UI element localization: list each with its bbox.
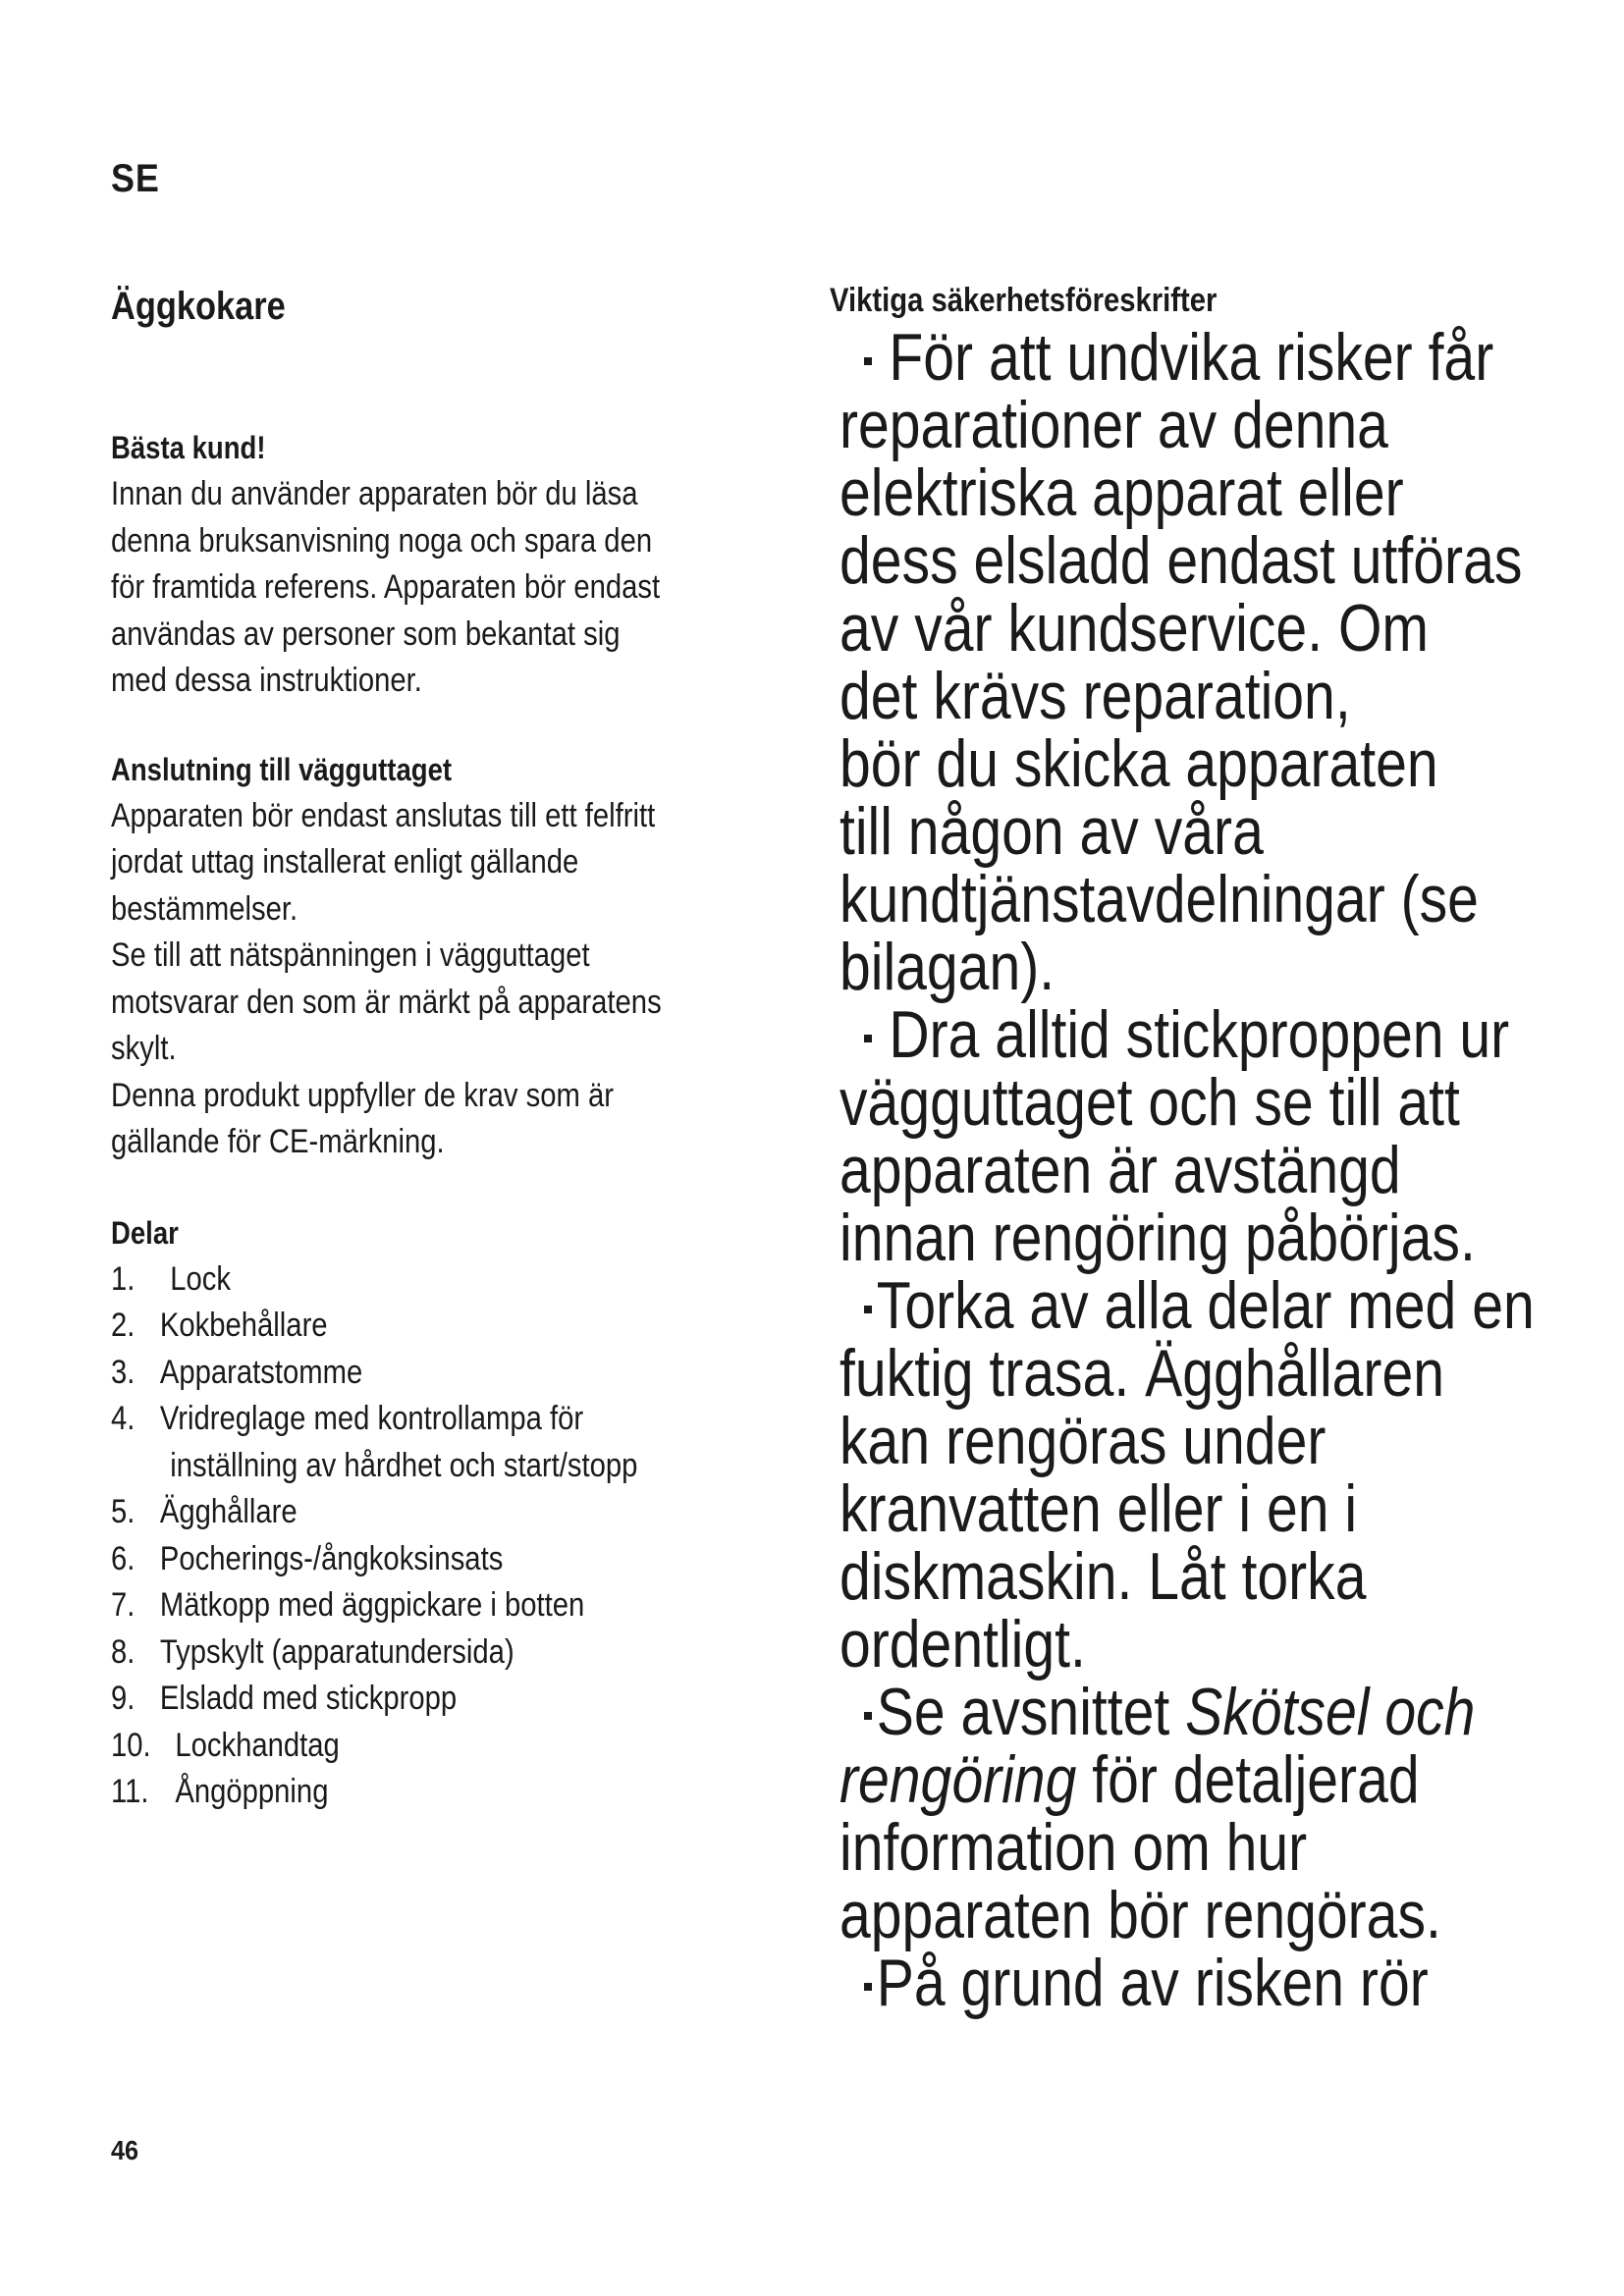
list-number: 3. <box>111 1353 135 1391</box>
list-label: Pocherings-/ångkoksinsats <box>159 1539 504 1577</box>
page-title: Äggkokare <box>111 285 286 328</box>
bullet-text-line: kundtjänstavdelningar (se <box>839 862 1479 936</box>
safety-list <box>839 320 1605 2020</box>
page-number: 46 <box>111 2135 139 2165</box>
section-reference: rengöring <box>839 1742 1077 1817</box>
bullet-text-line: fuktig trasa. Ägghållaren <box>839 1336 1444 1411</box>
parts-heading: Delar <box>111 1214 179 1251</box>
list-number: 2. <box>111 1307 135 1344</box>
bullet-text-line: reparationer av denna <box>839 388 1388 462</box>
bullet-text-line: apparaten är avstängd <box>839 1133 1401 1207</box>
bullet-text-line: innan rengöring påbörjas. <box>839 1201 1476 1275</box>
list-label-continued: inställning av hårdhet och start/stopp <box>170 1446 638 1484</box>
bullet-text: Se avsnittet <box>876 1675 1186 1749</box>
list-label: Elsladd med stickpropp <box>159 1680 458 1717</box>
list-item <box>839 1675 1605 1952</box>
list-label: Mätkopp med äggpickare i botten <box>159 1586 585 1624</box>
list-item <box>111 1769 820 1816</box>
bullet-text-line: apparaten bör rengöras. <box>839 1878 1441 1952</box>
list-item <box>111 1536 820 1583</box>
bullet-text-line: av vår kundservice. Om <box>839 591 1429 666</box>
greeting-heading: Bästa kund! <box>111 430 266 465</box>
list-item <box>111 1256 820 1304</box>
list-item <box>839 320 1605 1004</box>
list-number: 7. <box>111 1586 135 1624</box>
list-number: 10. <box>111 1726 151 1764</box>
list-label: Ångöppning <box>175 1773 329 1810</box>
bullet-text-line: På grund av risken rör <box>876 1946 1429 2020</box>
bullet-text-line: elektriska apparat eller <box>839 455 1404 530</box>
bullet-text-line <box>839 1742 1582 1817</box>
bullet-text-line: vägguttaget och se till att <box>839 1065 1460 1140</box>
bullet-text-line: bilagan). <box>839 930 1056 1004</box>
bullet-text-line: ordentligt. <box>839 1607 1086 1682</box>
list-label: Kokbehållare <box>159 1307 328 1344</box>
greeting-text: Innan du använder apparaten bör du läsa denna bruksanvisning noga och spara den för framtida referens. Apparaten bör endast användas av personer som bekantat sig med dessa instruktioner. <box>111 475 661 699</box>
list-label: Typskylt (apparatundersida) <box>159 1632 514 1671</box>
list-item <box>111 1676 820 1723</box>
left-column <box>111 424 818 1816</box>
section-reference: Skötsel och <box>1185 1675 1476 1749</box>
list-label: Lock <box>170 1259 231 1298</box>
list-number: 9. <box>111 1680 135 1717</box>
list-number: 1. <box>111 1259 135 1298</box>
bullet-text-line: Torka av alla delar med en <box>876 1268 1535 1343</box>
list-number: 5. <box>111 1493 135 1530</box>
bullet-text-line: För att undvika risker får <box>889 320 1494 395</box>
bullet-text-line: kranvatten eller i en i <box>839 1471 1358 1546</box>
connection-text: Apparaten bör endast anslutas till ett felfritt jordat uttag installerat enligt gällande bestämmelser. Se till att nätspänningen i vägguttaget motsvarar den som är märkt på apparatens skylt. Denna produkt uppfyller de krav som är gällande för CE-märkning. <box>111 796 662 1160</box>
bullet-text-line: kan rengöras under <box>839 1404 1326 1478</box>
list-item <box>111 1303 820 1350</box>
bullet-text-line: Dra alltid stickproppen ur <box>889 997 1510 1072</box>
right-column <box>839 320 1605 2020</box>
bullet-text-line: dess elsladd endast utföras <box>839 523 1523 598</box>
bullet-text-line: det krävs reparation, <box>839 659 1351 733</box>
bullet-text-line: diskmaskin. Låt torka <box>839 1539 1367 1614</box>
bullet-text-line <box>839 1675 1582 1749</box>
list-label: Vridreglage med kontrollampa för <box>159 1400 584 1437</box>
bullet-text-line: bör du skicka apparaten <box>839 726 1438 801</box>
bullet-text: för detaljerad <box>1076 1742 1420 1817</box>
list-item <box>111 1489 820 1536</box>
language-code: SE <box>111 157 160 200</box>
list-item <box>111 1723 820 1770</box>
parts-list <box>111 1256 820 1816</box>
list-label: Apparatstomme <box>159 1353 363 1391</box>
list-item <box>111 1396 820 1489</box>
list-item <box>839 1946 1605 2020</box>
list-number: 4. <box>111 1400 135 1437</box>
list-item <box>839 1268 1605 1682</box>
bullet-text-line: information om hur <box>839 1810 1308 1885</box>
list-label: Lockhandtag <box>175 1726 340 1764</box>
list-number: 8. <box>111 1632 135 1671</box>
list-item <box>839 997 1605 1275</box>
list-label: Ägghållare <box>159 1493 298 1530</box>
bullet-text-line: till någon av våra <box>839 794 1264 869</box>
list-item <box>111 1350 820 1397</box>
list-item <box>111 1582 820 1629</box>
list-number: 6. <box>111 1539 135 1577</box>
list-number: 11. <box>111 1773 149 1810</box>
list-item <box>111 1629 820 1677</box>
connection-heading: Anslutning till vägguttaget <box>111 751 453 787</box>
safety-heading: Viktiga säkerhetsföreskrifter <box>830 282 1218 319</box>
